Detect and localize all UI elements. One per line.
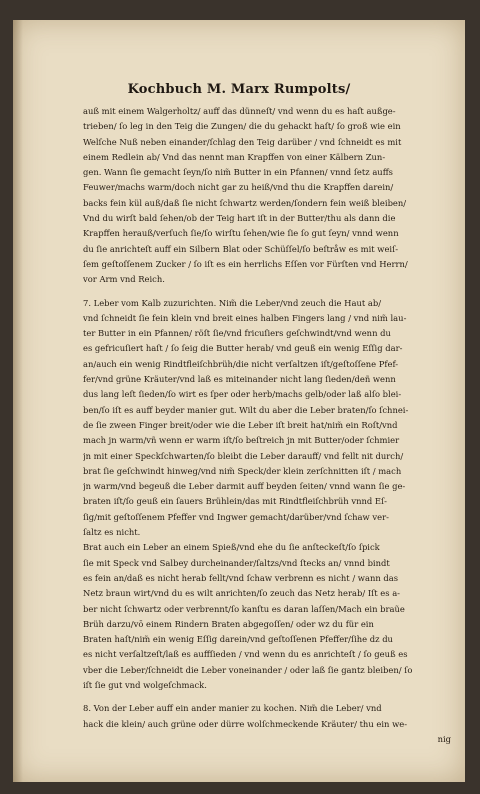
text-line: 8. Von der Leber auff ein ander manier zu kochen. Nim̃ die Leber/ vnd — [83, 703, 382, 714]
text-line: Brat auch ein Leber an einem Spieß/vnd ehe du ſie anſteckeſt/ſo ſpick — [83, 542, 380, 553]
text-line: jn mit einer Speckſchwarten/ſo bleibt die Leber darauff/ vnd fellt nit durch/ — [83, 450, 404, 461]
text-line: braten iſt/ſo geuß ein ſauers Brühlein/das mit Rindtfleiſchbrüh vnnd Eſ- — [83, 496, 387, 507]
text-line: Krapffen herauß/verſuch ſie/ſo wirſtu ſehen/wie ſie ſo gut ſeyn/ vnnd wenn — [83, 228, 399, 239]
text-line: mach jn warm/vñ wenn er warm iſt/ſo beſtreich jn mit Butter/oder ſchmier — [83, 435, 400, 446]
paragraph-liver-roast — [83, 540, 451, 693]
text-line: brat ſie geſchwindt hinweg/vnd nim̃ Speck/der klein zerſchnitten iſt / mach — [83, 465, 402, 476]
paragraph-recipe-7 — [83, 296, 451, 541]
text-line: Braten haſt/nim̃ ein wenig Eſſig darein/vnd geſtoſſenen Pfeffer/ſihe dz du — [83, 634, 393, 645]
text-line: ber nicht ſchwartz oder verbrennt/ſo kanſtu es daran laſſen/Mach ein braũe — [83, 603, 405, 614]
text-line: ſaltz es nicht. — [83, 527, 141, 538]
catchword: nig — [437, 733, 451, 744]
text-line: jn warm/vnd begeuß die Leber darmit auff beyden ſeiten/ vnnd wann ſie ge- — [83, 481, 406, 492]
text-line: trieben/ ſo leg in den Teig die Zungen/ die du gehackt haſt/ ſo groß wie ein — [83, 121, 401, 132]
text-line: es fein an/daß es nicht herab fellt/vnd ſchaw verbrenn es nicht / wann das — [83, 572, 399, 583]
text-line: vber die Leber/ſchneidt die Leber voneinander / oder laß ſie gantz bleiben/ ſo — [83, 664, 413, 675]
text-line: gen. Wann ſie gemacht ſeyn/ſo nim̃ Butter in ein Pfannen/ vnnd ſetz auffs — [83, 167, 393, 178]
text-line: ben/ſo iſt es auff beyder manier gut. Wilt du aber die Leber braten/ſo ſchnei- — [83, 404, 409, 415]
text-line: dus lang leſt ſieden/ſo wirt es ſper oder herb/machs gelb/oder laß alſo blei- — [83, 389, 402, 400]
text-line: Netz braun wirt/vnd du es wilt anrichten/ſo zeuch das Netz herab/ Iſt es a- — [83, 588, 401, 599]
text-line: Feuwer/machs warm/doch nicht gar zu heiß/vnd thu die Krapffen darein/ — [83, 182, 394, 193]
text-line: hack die klein/ auch grüne oder dürre wolſchmeckende Kräuter/ thu ein we- — [83, 718, 408, 729]
text-line: vnd ſchneidt ſie fein klein vnd breit eines halben Fingers lang / vnd nim̃ lau- — [83, 312, 407, 323]
text-line: einem Redlein ab/ Vnd das nennt man Krapffen von einer Kälbern Zun- — [83, 151, 386, 162]
text-line: iſt ſie gut vnd wolgeſchmack. — [83, 679, 207, 690]
text-line: ſem geſtoſſenem Zucker / ſo iſt es ein herrlichs Eſſen vor Fürſten vnd Herrn/ — [83, 258, 408, 269]
text-line: Brüh darzu/vō einem Rindern Braten abgegoſſen/ oder wz du für ein — [83, 618, 374, 629]
text-line: de ſie zween Finger breit/oder wie die Leber iſt breit hat/nim̃ ein Roſt/vnd — [83, 419, 398, 430]
text-line: 7. Leber vom Kalb zuzurichten. Nim̃ die Leber/vnd zeuch die Haut ab/ — [83, 297, 382, 308]
book-page — [13, 20, 465, 782]
text-line: auß mit einem Walgerholtz/ auff das dünneſt/ vnd wenn du es haſt außge- — [83, 106, 396, 116]
text-line: Vnd du wirſt bald ſehen/ob der Teig hart iſt in der Butter/thu als dann die — [83, 213, 396, 224]
text-line: backs fein kül auß/daß ſie nicht ſchwartz werden/ſondern fein weiß bleiben/ — [83, 197, 407, 208]
text-line: fer/vnd grüne Kräuter/vnd laß es miteinander nicht lang ſieden/deñ wenn — [83, 374, 396, 385]
text-line: es gefricuſiert haſt / ſo ſeig die Butter herab/ vnd geuß ein wenig Eſſig dar- — [83, 343, 403, 354]
text-line: vor Arm vnd Reich. — [83, 274, 165, 285]
text-line: ſie mit Speck vnd Salbey durcheinander/ſaltzs/vnd ſtecks an/ vnnd bindt — [83, 557, 390, 568]
text-line: ſig/mit geſtoſſenem Pfeffer vnd Ingwer gemacht/darüber/vnd ſchaw ver- — [83, 511, 389, 522]
text-line: an/auch ein wenig Rindtfleiſchbrüh/die nicht verſaltzen iſt/geſtoſſene Pfef- — [83, 358, 399, 369]
text-line: Welſche Nuß neben einander/ſchlag den Teig darüber / vnd ſchneidt es mit — [83, 136, 402, 147]
paragraph-recipe-8 — [83, 701, 451, 747]
text-line: du ſie anrichteſt auff ein Silbern Blat oder Schüſſel/ſo beſtråw es mit weiſ- — [83, 243, 399, 254]
text-line: ter Butter in ein Pfannen/ röſt ſie/vnd fricuſiers geſchwindt/vnd wenn du — [83, 328, 391, 339]
paragraph-continuation — [83, 104, 451, 288]
body-text — [83, 104, 451, 747]
page-header: Kochbuch M. Marx Rumpolts/ — [127, 82, 351, 97]
text-line: es nicht verſaltzeſt/laß es auffſieden / vnd wenn du es anrichteſt / ſo geuß es — [83, 649, 408, 660]
